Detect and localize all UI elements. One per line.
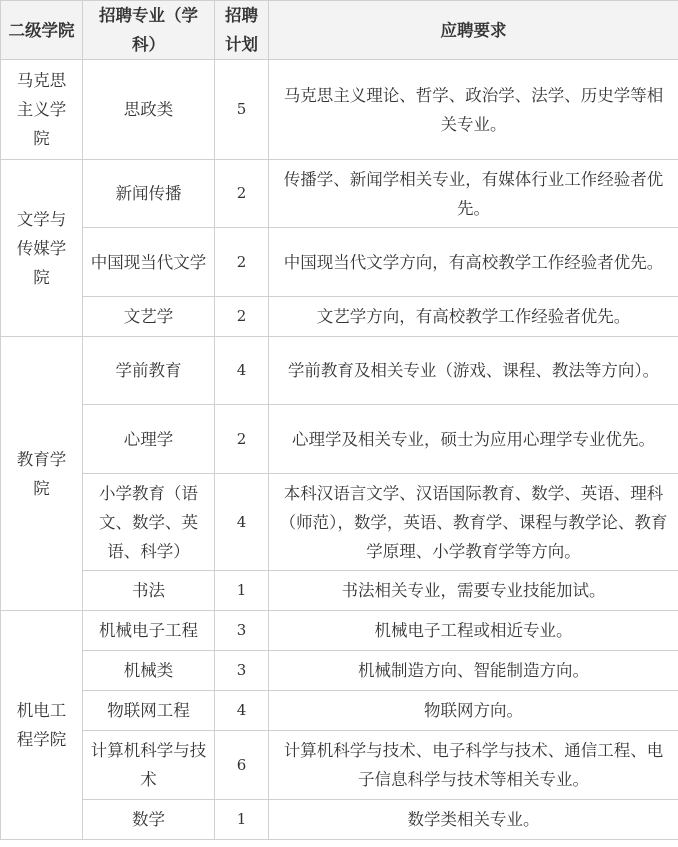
major-cell: 计算机科学与技术 bbox=[83, 731, 215, 800]
plan-cell: 4 bbox=[215, 337, 269, 405]
table-row bbox=[1, 571, 678, 611]
plan-cell: 2 bbox=[215, 297, 269, 337]
header-requirement: 应聘要求 bbox=[269, 1, 678, 60]
plan-cell: 2 bbox=[215, 160, 269, 228]
table-row bbox=[1, 731, 678, 800]
requirement-cell: 数学类相关专业。 bbox=[269, 800, 678, 840]
table-row bbox=[1, 60, 678, 160]
major-cell: 机械类 bbox=[83, 651, 215, 691]
college-cell: 马克思主义学院 bbox=[1, 60, 83, 160]
major-cell: 思政类 bbox=[83, 60, 215, 160]
table-row bbox=[1, 337, 678, 405]
table-row bbox=[1, 160, 678, 228]
major-cell: 学前教育 bbox=[83, 337, 215, 405]
header-major: 招聘专业（学科） bbox=[83, 1, 215, 60]
header-row bbox=[1, 1, 678, 60]
plan-cell: 3 bbox=[215, 611, 269, 651]
header-plan: 招聘计划 bbox=[215, 1, 269, 60]
requirement-cell: 计算机科学与技术、电子科学与技术、通信工程、电子信息科学与技术等相关专业。 bbox=[269, 731, 678, 800]
major-cell: 心理学 bbox=[83, 405, 215, 474]
major-cell: 物联网工程 bbox=[83, 691, 215, 731]
plan-cell: 3 bbox=[215, 651, 269, 691]
major-cell: 数学 bbox=[83, 800, 215, 840]
plan-cell: 2 bbox=[215, 228, 269, 297]
major-cell: 新闻传播 bbox=[83, 160, 215, 228]
plan-cell: 6 bbox=[215, 731, 269, 800]
college-cell: 教育学院 bbox=[1, 337, 83, 611]
requirement-cell: 文艺学方向，有高校教学工作经验者优先。 bbox=[269, 297, 678, 337]
requirement-cell: 物联网方向。 bbox=[269, 691, 678, 731]
plan-cell: 1 bbox=[215, 800, 269, 840]
major-cell: 中国现当代文学 bbox=[83, 228, 215, 297]
major-cell: 书法 bbox=[83, 571, 215, 611]
requirement-cell: 书法相关专业，需要专业技能加试。 bbox=[269, 571, 678, 611]
table-row bbox=[1, 611, 678, 651]
table-row bbox=[1, 474, 678, 571]
major-cell: 文艺学 bbox=[83, 297, 215, 337]
requirement-cell: 学前教育及相关专业（游戏、课程、教法等方向）。 bbox=[269, 337, 678, 405]
requirement-cell: 机械电子工程或相近专业。 bbox=[269, 611, 678, 651]
requirement-cell: 中国现当代文学方向，有高校教学工作经验者优先。 bbox=[269, 228, 678, 297]
header-college: 二级学院 bbox=[1, 1, 83, 60]
plan-cell: 4 bbox=[215, 474, 269, 571]
table-row bbox=[1, 405, 678, 474]
college-cell: 文学与传媒学院 bbox=[1, 160, 83, 337]
requirement-cell: 本科汉语言文学、汉语国际教育、数学、英语、理科（师范），数学，英语、教育学、课程与教学论、教育学原理、小学教育学等方向。 bbox=[269, 474, 678, 571]
table-row bbox=[1, 691, 678, 731]
major-cell: 小学教育（语文、数学、英语、科学） bbox=[83, 474, 215, 571]
table-row bbox=[1, 651, 678, 691]
college-cell: 机电工程学院 bbox=[1, 611, 83, 840]
major-cell: 机械电子工程 bbox=[83, 611, 215, 651]
requirement-cell: 传播学、新闻学相关专业，有媒体行业工作经验者优先。 bbox=[269, 160, 678, 228]
requirement-cell: 马克思主义理论、哲学、政治学、法学、历史学等相关专业。 bbox=[269, 60, 678, 160]
table-row bbox=[1, 228, 678, 297]
table-row bbox=[1, 297, 678, 337]
plan-cell: 2 bbox=[215, 405, 269, 474]
plan-cell: 1 bbox=[215, 571, 269, 611]
table-row bbox=[1, 800, 678, 840]
plan-cell: 5 bbox=[215, 60, 269, 160]
requirement-cell: 机械制造方向、智能制造方向。 bbox=[269, 651, 678, 691]
plan-cell: 4 bbox=[215, 691, 269, 731]
requirement-cell: 心理学及相关专业，硕士为应用心理学专业优先。 bbox=[269, 405, 678, 474]
